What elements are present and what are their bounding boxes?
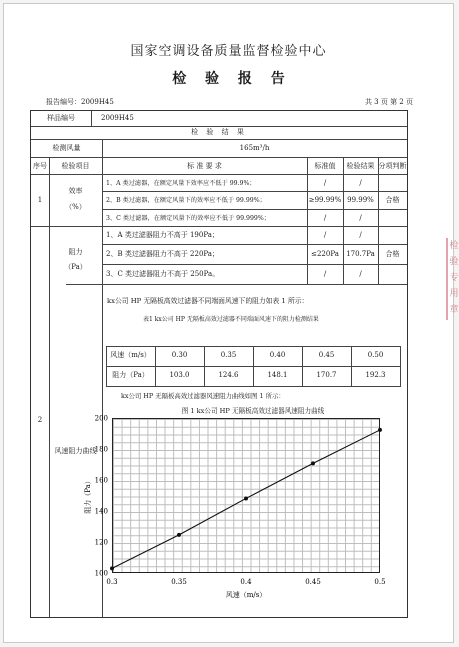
results-heading: 检 验 结 果 [191, 128, 247, 136]
data-point [110, 566, 114, 570]
col-verdict: 分项判断 [378, 162, 407, 170]
row1-std-2: ≥99.99% [308, 196, 342, 204]
sample-no-value: 2009H45 [101, 114, 134, 122]
curve-item: 风速阻力曲线 [54, 447, 97, 455]
row2-res-3: / [359, 270, 362, 278]
resist-cell: 103.0 [169, 371, 190, 379]
sample-no-label: 样品编号 [47, 114, 75, 122]
row1-res-2: 99.99% [347, 196, 374, 204]
row1-unit: （%） [65, 203, 86, 211]
curve-intro: kx公司 HP 无隔板高效过滤器不同端面风速下的阻力如表 1 所示： [107, 297, 309, 305]
speed-cell: 0.45 [318, 351, 335, 359]
x-tick-label: 0.4 [240, 578, 252, 586]
resist-cell: 170.7 [316, 371, 337, 379]
row2-res-2: 170.7Pa [346, 250, 375, 258]
y-tick-label: 140 [94, 507, 108, 516]
report-number: 报告编号：2009H45 [46, 98, 114, 106]
row2-std-3: / [323, 270, 327, 278]
row1-res-3: / [359, 214, 362, 222]
col-seq: 序号 [33, 162, 47, 170]
resist-cell: 192.3 [365, 371, 386, 379]
row2-verdict: 合格 [385, 250, 400, 258]
row1-req-3: 3、C 类过滤器，在额定风量下的效率应不低于 99.999%； [106, 215, 270, 222]
row1-res-1: / [359, 179, 362, 187]
row1-req-1: 1、A 类过滤器，在额定风量下效率应不低于 99.9%； [106, 180, 256, 187]
subtable-caption: 表1 kx公司 HP 无隔板高效过滤器不同端面风速下的阻力检测结果 [143, 316, 319, 323]
speed-cell: 0.30 [171, 351, 188, 359]
page-info: 共 3 页 第 2 页 [364, 98, 413, 106]
data-point [378, 428, 382, 432]
speed-cell: 0.40 [269, 351, 286, 359]
row2-req-1: 1、A 类过滤器阻力不高于 190Pa； [106, 231, 219, 239]
row2-req-2: 2、B 类过滤器阻力不高于 220Pa； [106, 250, 219, 258]
inspection-stamp: 检 验 专 用 章 [446, 238, 459, 320]
row2-unit: （Pa） [64, 263, 87, 271]
col-result: 检验结果 [346, 162, 375, 170]
speed-cell: 0.35 [220, 351, 237, 359]
y-tick-label: 160 [94, 476, 108, 485]
row2-seq: 2 [37, 416, 43, 424]
data-point [244, 496, 248, 500]
y-tick-label: 120 [94, 538, 108, 547]
row2-req-3: 3、C 类过滤器阻力不高于 250Pa。 [106, 270, 220, 278]
curve-note: kx公司 HP 无隔板高效过滤器风速阻力曲线如图 1 所示： [121, 392, 285, 400]
y-tick-label: 100 [94, 569, 108, 578]
speed-label: 风速（m/s） [110, 351, 151, 359]
row2-std-1: / [323, 231, 327, 239]
airflow-label: 检测风量 [52, 144, 81, 152]
y-tick-label: 200 [94, 414, 108, 423]
report-title: 检 验 报 告 [172, 71, 285, 87]
row1-item: 效率 [68, 187, 83, 195]
row1-req-2: 2、B 类过滤器，在额定风量下的效率应不低于 99.99%； [106, 197, 266, 204]
x-tick-label: 0.5 [374, 578, 386, 586]
org-title: 国家空调设备质量监督检验中心 [130, 44, 327, 59]
resist-label: 阻力（Pa） [112, 371, 149, 379]
airflow-value: 165m³/h [239, 144, 270, 152]
speed-cell: 0.50 [367, 351, 384, 359]
y-tick-label: 180 [94, 445, 108, 454]
resist-cell: 124.6 [218, 371, 239, 379]
x-tick-label: 0.45 [305, 578, 321, 586]
row2-std-2: ≤220Pa [311, 250, 339, 258]
resist-cell: 148.1 [267, 371, 288, 379]
data-point [311, 461, 315, 465]
col-item: 检验项目 [61, 162, 90, 170]
row2-item: 阻力 [68, 248, 83, 256]
x-tick-label: 0.35 [171, 578, 187, 586]
row1-verdict: 合格 [385, 196, 400, 204]
row1-seq: 1 [37, 196, 43, 204]
y-axis-label: 阻力（Pa） [84, 477, 92, 514]
x-axis-label: 风速（m/s） [225, 591, 267, 599]
col-requirement: 标 准 要 求 [187, 162, 222, 170]
row2-res-1: / [359, 231, 362, 239]
row1-std-3: / [323, 214, 327, 222]
figure-caption: 图 1 kx公司 HP 无隔板高效过滤器风速阻力曲线 [181, 407, 325, 415]
row1-std-1: / [323, 179, 327, 187]
x-tick-label: 0.3 [106, 578, 118, 586]
col-standard: 标准值 [314, 162, 336, 170]
data-point [177, 533, 181, 537]
